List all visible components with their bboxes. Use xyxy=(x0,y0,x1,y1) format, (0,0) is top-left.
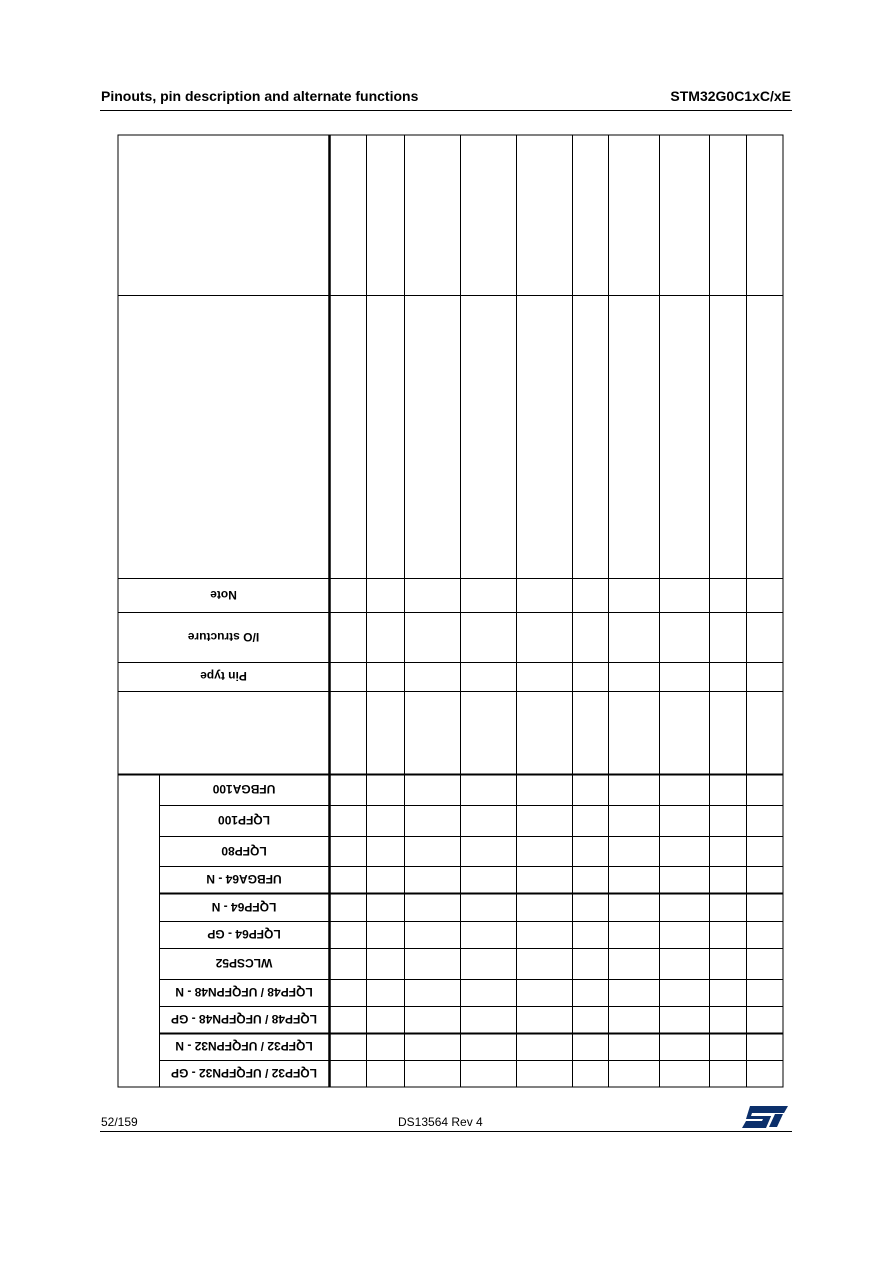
io-structure-label: I/O structure xyxy=(187,630,260,644)
package-label: LQFP80 xyxy=(221,844,267,858)
note-label: Note xyxy=(210,588,237,602)
package-label: UFBGA100 xyxy=(212,782,276,797)
page-number: 52/159 xyxy=(101,1115,138,1129)
document-revision: DS13564 Rev 4 xyxy=(398,1115,483,1129)
footer-rule xyxy=(100,1131,792,1132)
package-label: LQFP100 xyxy=(217,813,271,828)
package-label: LQFP64 - N xyxy=(211,900,277,914)
running-header-part-number: STM32G0C1xC/xE xyxy=(670,88,791,104)
package-label: UFBGA64 - N xyxy=(206,872,282,887)
package-label: LQFP48 / UFQFPN48 - GP xyxy=(170,1012,318,1027)
package-label: WLCSP52 xyxy=(215,956,273,971)
package-label: LQFP32 / UFQFPN32 - GP xyxy=(170,1066,318,1081)
package-label: LQFP32 / UFQFPN32 - N xyxy=(175,1039,313,1054)
running-header-section-title: Pinouts, pin description and alternate functions xyxy=(101,88,419,104)
pin-type-label: Pin type xyxy=(200,669,247,684)
st-logo-icon xyxy=(742,1104,788,1128)
package-label: LQFP48 / UFQFPN48 - N xyxy=(175,985,313,1000)
package-label: LQFP64 - GP xyxy=(207,927,281,942)
